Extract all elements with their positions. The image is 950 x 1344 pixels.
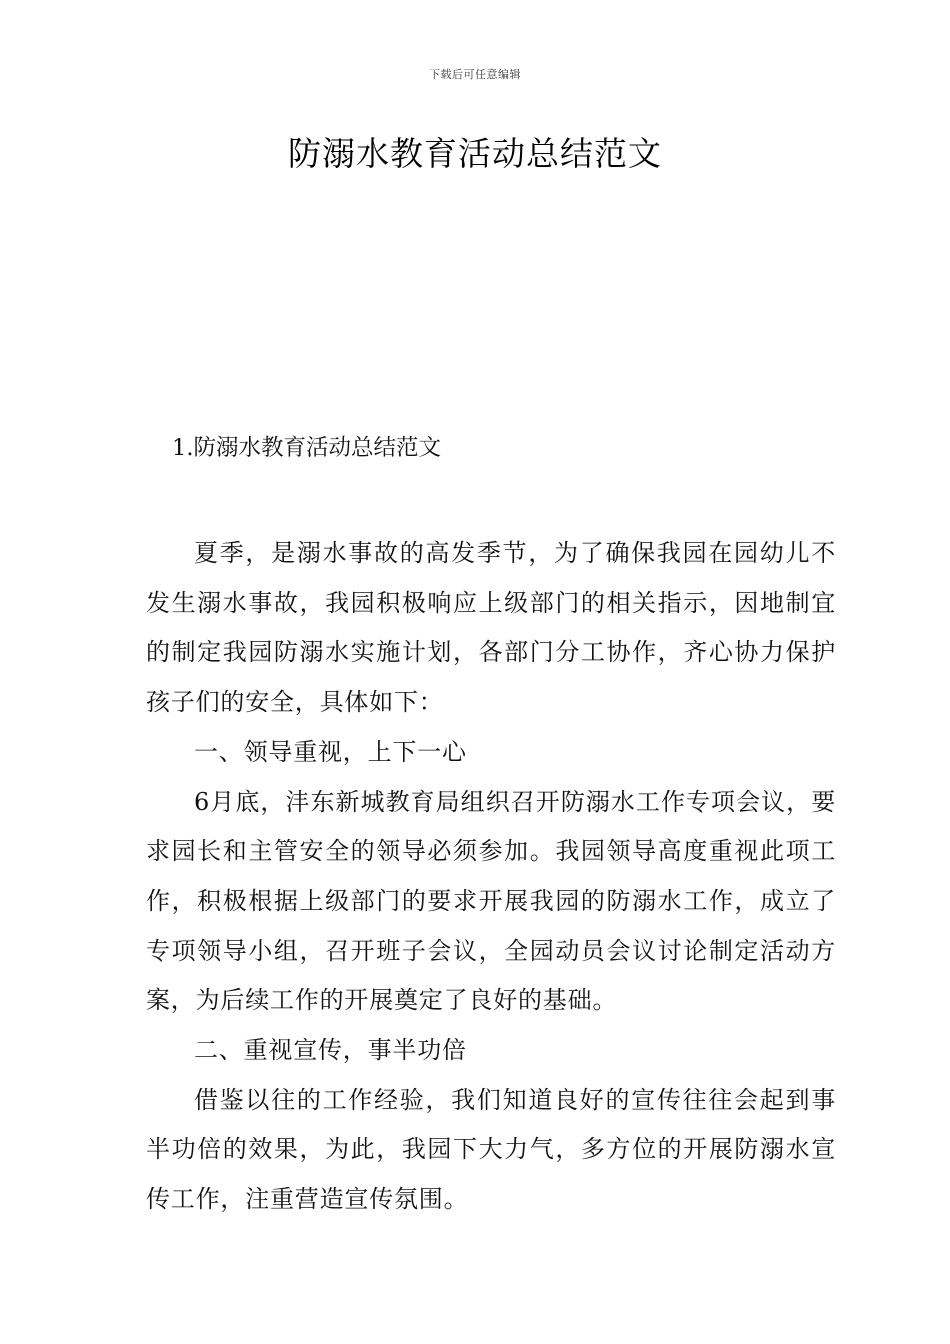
subheading-leadership: 一、领导重视，上下一心	[194, 737, 467, 766]
paragraph-leadership: 6月底，沣东新城教育局组织召开防溺水工作专项会议，要求园长和主管安全的领导必须参加。我园领导高度重视此项工作，积极根据上级部门的要求开展我园的防溺水工作，成立了专项领导小组，召开班子会议，全园动员会议讨论制定活动方案，为后续工作的开展奠定了良好的基础。	[146, 787, 836, 1015]
subheading-publicity: 二、重视宣传，事半功倍	[194, 1036, 467, 1065]
document-title: 防溺水教育活动总结范文	[288, 134, 662, 173]
section-heading: 1.防溺水教育活动总结范文	[172, 435, 441, 461]
paragraph-publicity: 借鉴以往的工作经验，我们知道良好的宣传往往会起到事半功倍的效果，为此，我园下大力气，多方位的开展防溺水宣传工作，注重营造宣传氛围。	[146, 1085, 836, 1214]
paragraph-intro: 夏季，是溺水事故的高发季节，为了确保我园在园幼儿不发生溺水事故，我园积极响应上级部门的相关指示，因地制宜的制定我园防溺水实施计划，各部门分工协作，齐心协力保护孩子们的安全，具体如下：	[146, 539, 836, 717]
body-text	[146, 529, 836, 1225]
header-note: 下载后可任意编辑	[429, 68, 521, 81]
